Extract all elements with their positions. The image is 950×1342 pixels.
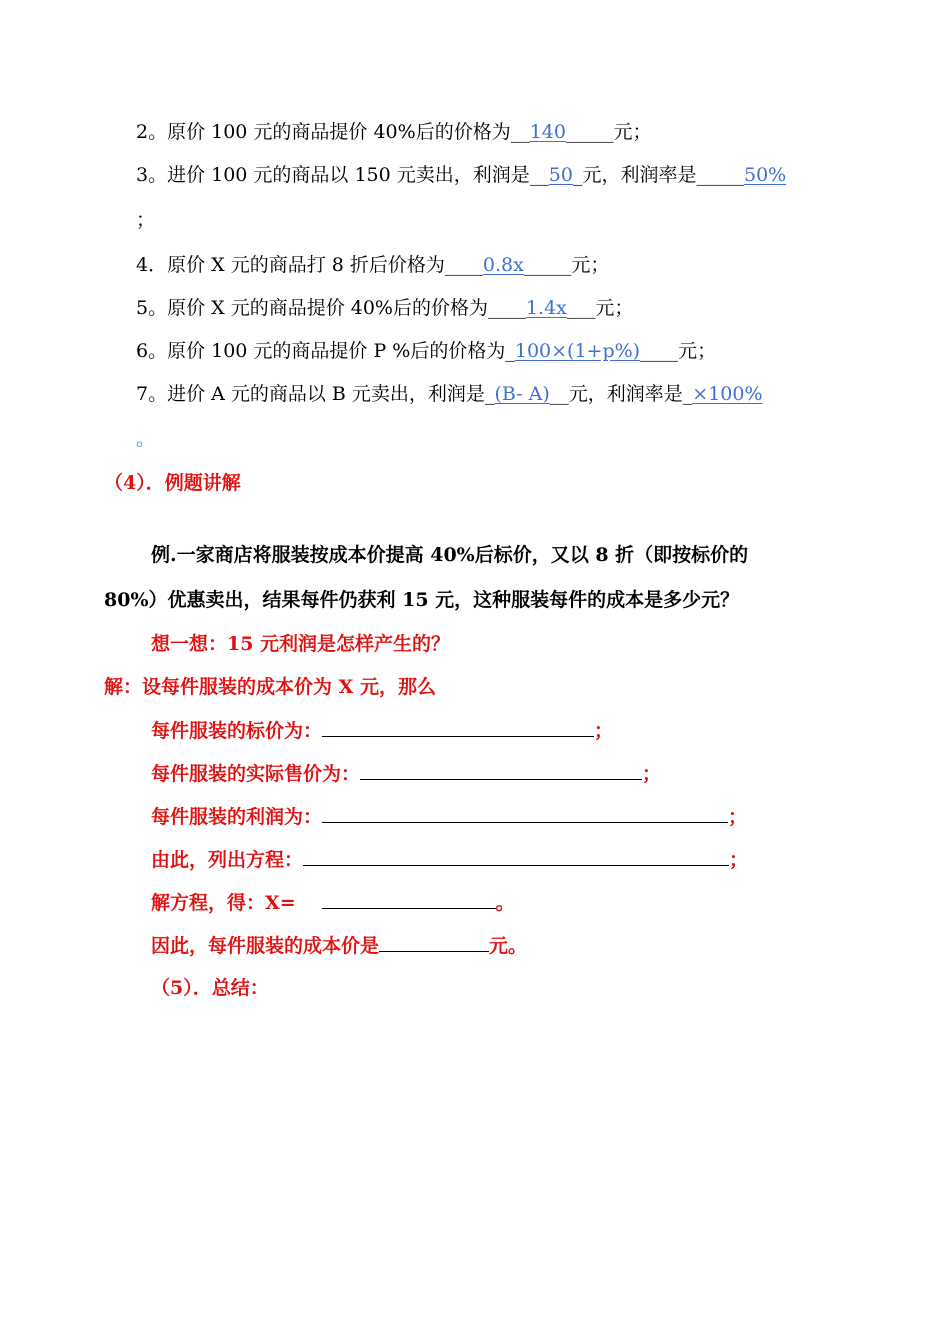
example-line-2: 80%）优惠卖出，结果每件仍获利 15 元，这种服装每件的成本是多少元？ (104, 589, 740, 611)
step2-label: 每件服装的实际售价为： (151, 763, 361, 785)
q7-mid-pad: __ (549, 383, 569, 405)
step4-label: 由此，列出方程： (151, 849, 304, 871)
step4-end: ； (729, 849, 749, 871)
step1-label: 每件服装的标价为： (151, 720, 323, 742)
question-7-continuation: 。 (136, 428, 156, 450)
question-5 (136, 296, 633, 320)
step2-blank (360, 761, 642, 780)
question-4 (136, 253, 609, 277)
step-marked-price (151, 718, 613, 743)
q6-prefix: 6。原价 100 元的商品提价 P %后的价格为 (136, 340, 506, 362)
step3-blank (322, 804, 728, 823)
question-3-continuation: ； (136, 209, 156, 231)
question-2 (136, 120, 652, 144)
q7-middle: 元，利润率是 (568, 383, 683, 405)
step6-blank (379, 933, 489, 952)
step-profit (151, 804, 747, 829)
q3-prefix: 3。进价 100 元的商品以 150 元卖出，利润是 (136, 164, 530, 186)
q3-answer-rate: 50% (743, 164, 787, 186)
step3-label: 每件服装的利润为： (151, 806, 323, 828)
question-7 (136, 382, 763, 406)
q2-pre-pad: __ (510, 121, 530, 143)
q6-pre-pad: _ (505, 340, 515, 362)
q4-pre-pad: ____ (444, 254, 483, 276)
q2-answer: 140 (529, 121, 566, 143)
example-line-1: 例.一家商店将服装按成本价提高 40%后标价，又以 8 折（即按标价的 (151, 544, 749, 566)
q2-prefix: 2。原价 100 元的商品提价 40%后的价格为 (136, 121, 511, 143)
q7-pre-pad: _ (484, 383, 495, 405)
q6-post-pad: ____ (640, 340, 679, 362)
section-4-heading: （4）．例题讲解 (104, 472, 241, 494)
q5-post-pad: ___ (566, 297, 596, 319)
q7-answer-rate: ×100% (692, 383, 763, 405)
q4-prefix: 4．原价 X 元的商品打 8 折后价格为 (136, 254, 445, 276)
think-prompt: 想一想：15 元利润是怎样产生的？ (151, 633, 451, 655)
q3-answer-profit: 50 (548, 164, 573, 186)
step1-end: ； (594, 720, 614, 742)
section-5-heading: （5）．总结： (151, 977, 269, 999)
step-solve (151, 890, 515, 915)
q7-prefix: 7。进价 A 元的商品以 B 元卖出，利润是 (136, 383, 485, 405)
q4-suffix: 元； (571, 254, 610, 276)
q3-mid-pad: _ (572, 164, 583, 186)
question-3 (136, 163, 786, 187)
step3-end: ； (728, 806, 748, 828)
q4-answer: 0.8x (482, 254, 524, 276)
q4-post-pad: _____ (523, 254, 572, 276)
step-conclusion (151, 933, 527, 958)
q2-post-pad: _____ (565, 121, 614, 143)
q6-answer: 100×(1+p%) (514, 340, 641, 362)
q5-prefix: 5。原价 X 元的商品提价 40%后的价格为 (136, 297, 488, 319)
q5-suffix: 元； (595, 297, 634, 319)
step5-label: 解方程，得：X= (151, 892, 296, 914)
step4-blank (303, 847, 729, 866)
q5-pre-pad: ____ (487, 297, 526, 319)
q5-answer: 1.4x (525, 297, 567, 319)
q6-suffix: 元； (678, 340, 717, 362)
q3-pad2: _____ (696, 164, 744, 186)
step-equation (151, 847, 748, 872)
step5-end: 。 (495, 892, 515, 914)
step5-blank (322, 890, 496, 909)
step1-blank (322, 718, 594, 737)
step-actual-price (151, 761, 661, 786)
q3-pre-pad: __ (529, 164, 549, 186)
step6-end: 元。 (489, 935, 528, 957)
question-6 (136, 339, 716, 363)
q7-pad2: _ (682, 383, 693, 405)
q7-answer-profit: (B- A) (494, 383, 550, 405)
step2-end: ； (642, 763, 662, 785)
solution-intro: 解：设每件服装的成本价为 X 元，那么 (104, 676, 436, 698)
q3-middle: 元，利润率是 (582, 164, 697, 186)
step6-label: 因此，每件服装的成本价是 (151, 935, 380, 957)
q2-suffix: 元； (613, 121, 652, 143)
